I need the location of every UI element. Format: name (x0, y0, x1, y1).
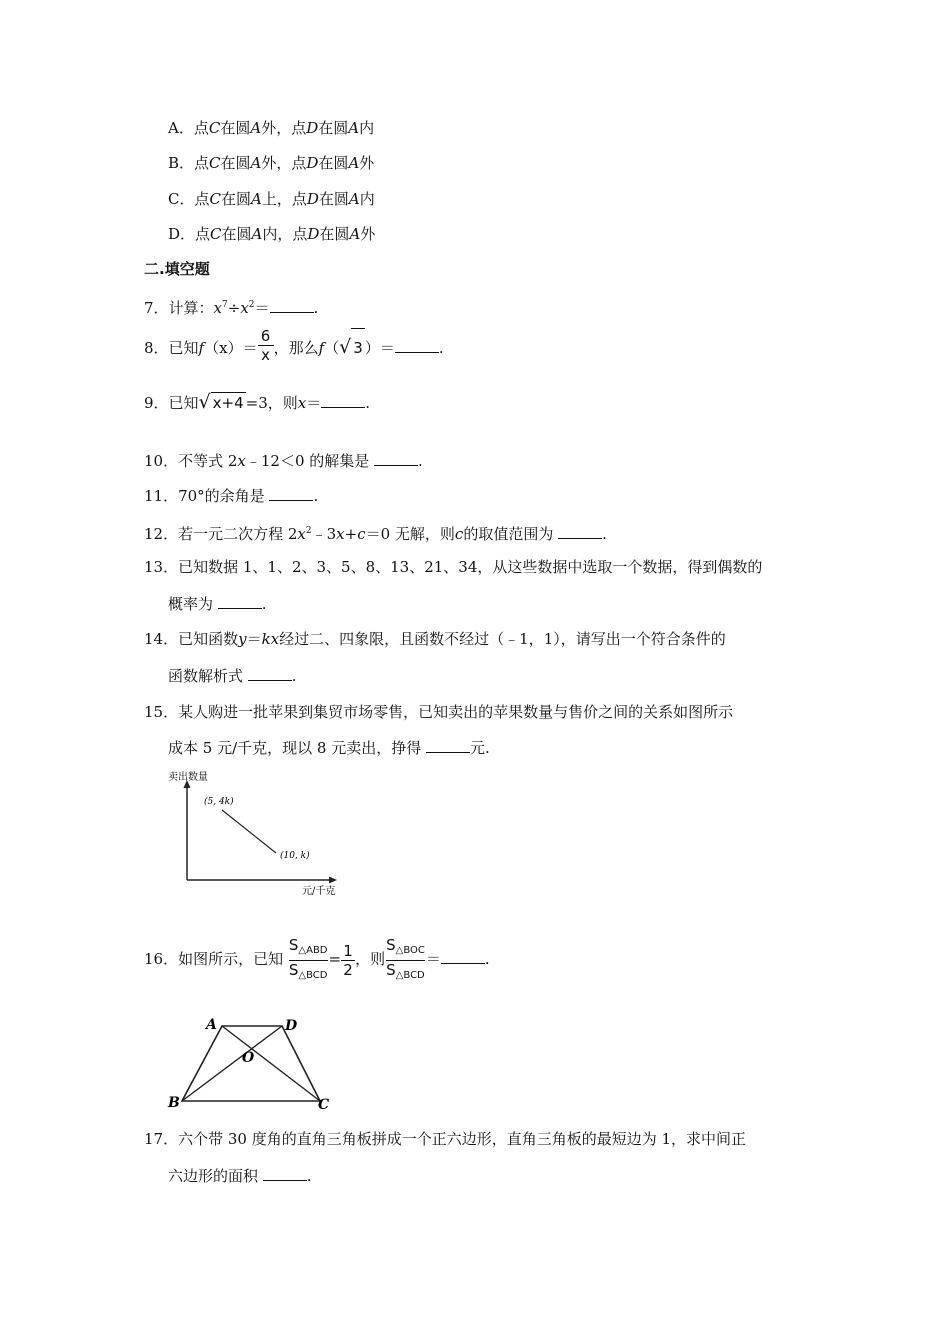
fraction-6-over-x: $\frac{6}{x}$ (258, 327, 274, 364)
option-b: B．点C在圆A外，点D在圆A外 (168, 154, 375, 172)
question-16: 16．如图所示，已知 $\frac{S_{\triangle ABD}}{S_{\triangle BCD}}$ = $\frac{1}{2}$ ，则 $\frac{S_{\triangle BOC}}{S_{\triangle BCD}}$ ＝ . (144, 928, 490, 990)
answer-blank (426, 738, 470, 753)
option-c: C．点C在圆A上，点D在圆A内 (168, 190, 375, 208)
y-axis-label: 卖出数量 (168, 772, 208, 783)
question-7: 7．计算：$x^7\div x^2=$ . (144, 299, 319, 317)
diagonal-ac (222, 1026, 320, 1101)
x-axis-label: 元/千克 (302, 886, 336, 897)
answer-blank (558, 524, 602, 539)
ratio-boc-bcd: $\frac{S_{\triangle BOC}}{S_{\triangle BCD}}$ (386, 935, 425, 981)
radical-sign: √ (198, 391, 211, 413)
fraction-one-half: $\frac{1}{2}$ (341, 942, 355, 979)
option-d: D．点C在圆A内，点D在圆A外 (168, 225, 376, 243)
point-2-label: (10, k) (280, 851, 310, 861)
section-title: 二.填空题 (144, 260, 210, 278)
diagonal-bd (182, 1026, 282, 1101)
x-axis-arrow (329, 877, 337, 884)
question-11: 11．70°的余角是 . (144, 487, 319, 505)
price-quantity-graph (160, 768, 360, 900)
vertex-a: A (206, 1017, 217, 1033)
question-13-line-1: 13．已知数据 1、1、2、3、5、8、13、21、34，从这些数据中选取一个数据，得到偶数的 (144, 558, 763, 576)
question-15-line-1: 15．某人购进一批苹果到集贸市场零售，已知卖出的苹果数量与售价之间的关系如图所示 (144, 703, 734, 721)
option-a: A．点C在圆A外，点D在圆A内 (168, 119, 375, 137)
question-13-line-2: 概率为 . (168, 595, 267, 613)
question-14-line-1: 14．已知函数y＝kx经过二、四象限，且函数不经过（﹣1，1），请写出一个符合条件的 (144, 630, 726, 648)
vertex-b: B (168, 1095, 180, 1111)
question-17-line-1: 17．六个带 30 度角的直角三角板拼成一个正六边形，直角三角板的最短边为 1，求中间正 (144, 1130, 747, 1148)
answer-blank (374, 451, 418, 466)
question-15-line-2: 成本 5 元/千克，现以 8 元卖出，挣得 元. (168, 739, 490, 757)
answer-blank (270, 298, 314, 313)
answer-blank (263, 1166, 307, 1181)
trapezoid-figure (160, 1010, 340, 1114)
question-9: 9．已知√ x+4 =3，则x＝ . (144, 391, 371, 413)
answer-blank (395, 338, 439, 353)
question-12: 12．若一元二次方程 $2x^2﹣3x+c=0$ 无解，则c的取值范围为 . (144, 525, 607, 543)
answer-blank (218, 594, 262, 609)
answer-blank (248, 666, 292, 681)
radical-sign: √ (339, 336, 352, 358)
vertex-d: D (285, 1018, 298, 1034)
question-17-line-2: 六边形的面积 . (168, 1167, 312, 1185)
price-line (222, 810, 276, 853)
point-o: O (242, 1050, 255, 1066)
answer-blank (441, 949, 485, 964)
question-10: 10．不等式 2x﹣12＜0 的解集是 . (144, 452, 423, 470)
answer-blank (321, 393, 365, 408)
vertex-c: C (318, 1097, 330, 1113)
question-14-line-2: 函数解析式 . (168, 667, 297, 685)
point-1-label: (5, 4k) (204, 797, 234, 807)
ratio-abd-bcd: $\frac{S_{\triangle ABD}}{S_{\triangle BCD}}$ (288, 935, 328, 981)
question-8: 8．已知f（x）＝ $\frac{6}{x}$ ，那么f（√ 3 ）＝ . (144, 328, 444, 367)
answer-blank (269, 486, 313, 501)
